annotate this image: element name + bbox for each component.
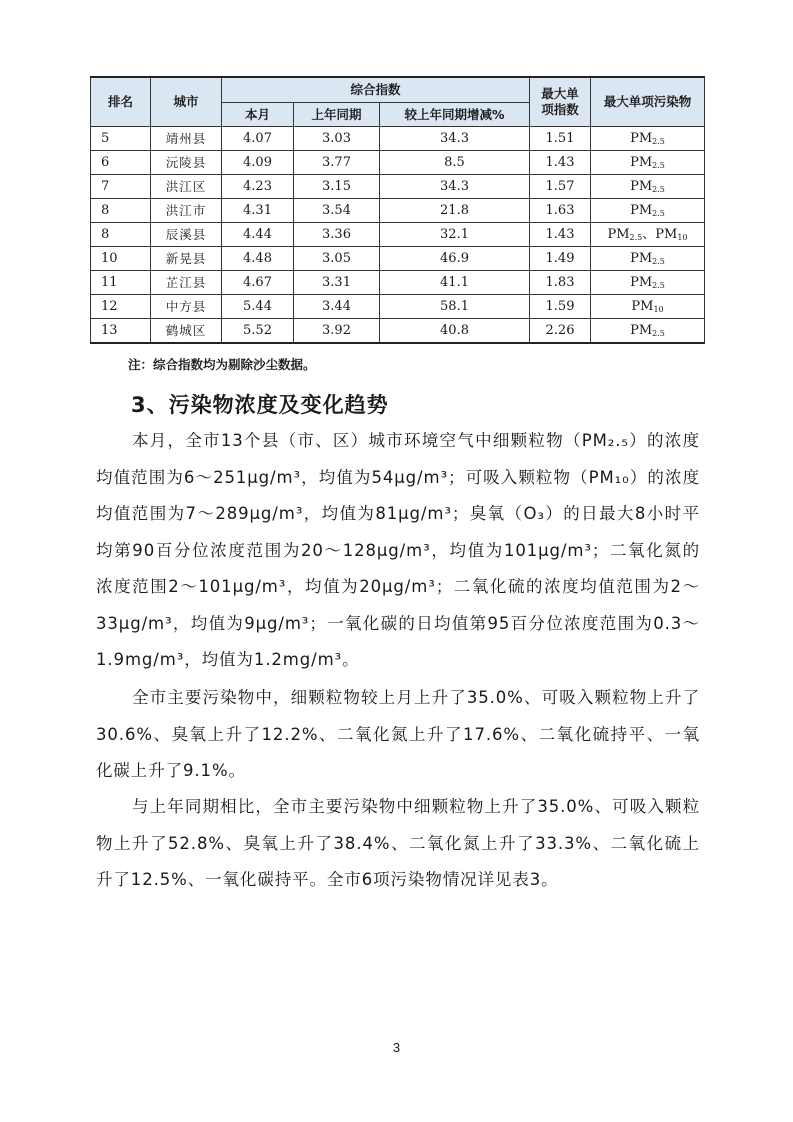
max-single-index-cell: 1.83 <box>530 271 591 295</box>
rank-cell: 13 <box>91 319 151 344</box>
header-city: 城市 <box>151 77 222 127</box>
max-pollutant-cell: $PM_{2.5}$ <box>591 127 705 151</box>
last-year-cell: 3.44 <box>294 295 380 319</box>
yoy-change-cell: 32.1 <box>380 223 530 247</box>
max-pollutant-cell: $PM_{2.5}$ <box>591 271 705 295</box>
table-row <box>91 295 705 319</box>
rank-cell: 10 <box>91 247 151 271</box>
max-pollutant-cell: $PM_{2.5}$ <box>591 247 705 271</box>
max-single-index-cell: 1.57 <box>530 175 591 199</box>
table-row <box>91 319 705 344</box>
max-single-index-cell: 2.26 <box>530 319 591 344</box>
header-max-single-pollutant: 最大单项污染物 <box>591 77 705 127</box>
max-pollutant-cell: $PM_{2.5}$ <box>591 175 705 199</box>
city-cell: 沅陵县 <box>151 151 222 175</box>
table-row <box>91 223 705 247</box>
last-year-cell: 3.92 <box>294 319 380 344</box>
header-composite-index: 综合指数 <box>222 77 530 103</box>
header-max-single-index-line2: 项指数 <box>541 102 579 117</box>
rank-cell: 8 <box>91 199 151 223</box>
table-row <box>91 127 705 151</box>
yoy-change-cell: 58.1 <box>380 295 530 319</box>
yoy-change-cell: 34.3 <box>380 175 530 199</box>
paragraph-year-over-year: 与上年同期相比，全市主要污染物中细颗粒物上升了35.0%、可吸入颗粒物上升了52.8%、臭氧上升了38.4%、二氧化氮上升了33.3%、二氧化硫上升了12.5%、一氧化碳持平。全市6项污染物情况详见表3。 <box>96 797 700 889</box>
rank-cell: 6 <box>91 151 151 175</box>
rank-cell: 5 <box>91 127 151 151</box>
rank-cell: 11 <box>91 271 151 295</box>
max-single-index-cell: 1.59 <box>530 295 591 319</box>
rank-cell: 12 <box>91 295 151 319</box>
page-number: 3 <box>392 1040 401 1055</box>
header-yoy-change: 较上年同期增减% <box>380 103 530 127</box>
last-year-cell: 3.03 <box>294 127 380 151</box>
max-single-index-cell: 1.63 <box>530 199 591 223</box>
city-cell: 新晃县 <box>151 247 222 271</box>
table-body <box>91 127 705 344</box>
current-month-cell: 4.09 <box>222 151 294 175</box>
current-month-cell: 4.48 <box>222 247 294 271</box>
last-year-cell: 3.31 <box>294 271 380 295</box>
max-pollutant-cell: $PM_{2.5}$ <box>591 199 705 223</box>
table-row <box>91 175 705 199</box>
max-pollutant-cell: $PM_{2.5}$ <box>591 151 705 175</box>
max-single-index-cell: 1.43 <box>530 223 591 247</box>
city-cell: 洪江市 <box>151 199 222 223</box>
max-single-index-cell: 1.49 <box>530 247 591 271</box>
current-month-cell: 5.52 <box>222 319 294 344</box>
table-note: 注：综合指数均为剔除沙尘数据。 <box>128 357 316 372</box>
header-max-single-index <box>530 77 591 127</box>
current-month-cell: 5.44 <box>222 295 294 319</box>
yoy-change-cell: 40.8 <box>380 319 530 344</box>
last-year-cell: 3.15 <box>294 175 380 199</box>
max-pollutant-cell: $PM_{2.5}$ <box>591 319 705 344</box>
max-single-index-cell: 1.51 <box>530 127 591 151</box>
city-cell: 芷江县 <box>151 271 222 295</box>
city-air-quality-ranking-table <box>90 76 705 344</box>
section-heading: 3、污染物浓度及变化趋势 <box>131 393 389 417</box>
current-month-cell: 4.31 <box>222 199 294 223</box>
current-month-cell: 4.07 <box>222 127 294 151</box>
paragraph-concentration-ranges: 本月，全市13个县（市、区）城市环境空气中细颗粒物（PM₂.₅）的浓度均值范围为6～251μg/m³，均值为54μg/m³；可吸入颗粒物（PM₁₀）的浓度均值范围为7～289μg/m³，均值为81μg/m³；臭氧（O₃）的日最大8小时平均第90百分位浓度范围为20～128μg/m³，均值为101μg/m³；二氧化氮的浓度范围2～101μg/m³，均值为20μg/m³；二氧化硫的浓度均值范围为2～33μg/m³，均值为9μg/m³；一氧化碳的日均值第95百分位浓度范围为0.3～1.9mg/m³，均值为1.2mg/m³。 <box>96 431 700 669</box>
header-current-month: 本月 <box>222 103 294 127</box>
paragraph-month-over-month: 全市主要污染物中，细颗粒物较上月上升了35.0%、可吸入颗粒物上升了30.6%、臭氧上升了12.2%、二氧化氮上升了17.6%、二氧化硫持平、一氧化碳上升了9.1%。 <box>96 688 700 780</box>
max-pollutant-cell: $PM_{10}$ <box>591 295 705 319</box>
last-year-cell: 3.54 <box>294 199 380 223</box>
city-cell: 鹤城区 <box>151 319 222 344</box>
header-same-period-last-year: 上年同期 <box>294 103 380 127</box>
city-cell: 中方县 <box>151 295 222 319</box>
table-row <box>91 271 705 295</box>
rank-cell: 7 <box>91 175 151 199</box>
table-row <box>91 199 705 223</box>
city-cell: 洪江区 <box>151 175 222 199</box>
yoy-change-cell: 8.5 <box>380 151 530 175</box>
table-row <box>91 151 705 175</box>
max-single-index-cell: 1.43 <box>530 151 591 175</box>
current-month-cell: 4.67 <box>222 271 294 295</box>
table-row <box>91 247 705 271</box>
last-year-cell: 3.77 <box>294 151 380 175</box>
last-year-cell: 3.36 <box>294 223 380 247</box>
current-month-cell: 4.23 <box>222 175 294 199</box>
city-cell: 辰溪县 <box>151 223 222 247</box>
max-pollutant-cell: $PM_{2.5}$、$PM_{10}$ <box>591 223 705 247</box>
header-max-single-index-line1: 最大单 <box>541 86 579 101</box>
yoy-change-cell: 46.9 <box>380 247 530 271</box>
header-rank: 排名 <box>91 77 151 127</box>
current-month-cell: 4.44 <box>222 223 294 247</box>
last-year-cell: 3.05 <box>294 247 380 271</box>
city-cell: 靖州县 <box>151 127 222 151</box>
yoy-change-cell: 41.1 <box>380 271 530 295</box>
yoy-change-cell: 21.8 <box>380 199 530 223</box>
rank-cell: 8 <box>91 223 151 247</box>
yoy-change-cell: 34.3 <box>380 127 530 151</box>
